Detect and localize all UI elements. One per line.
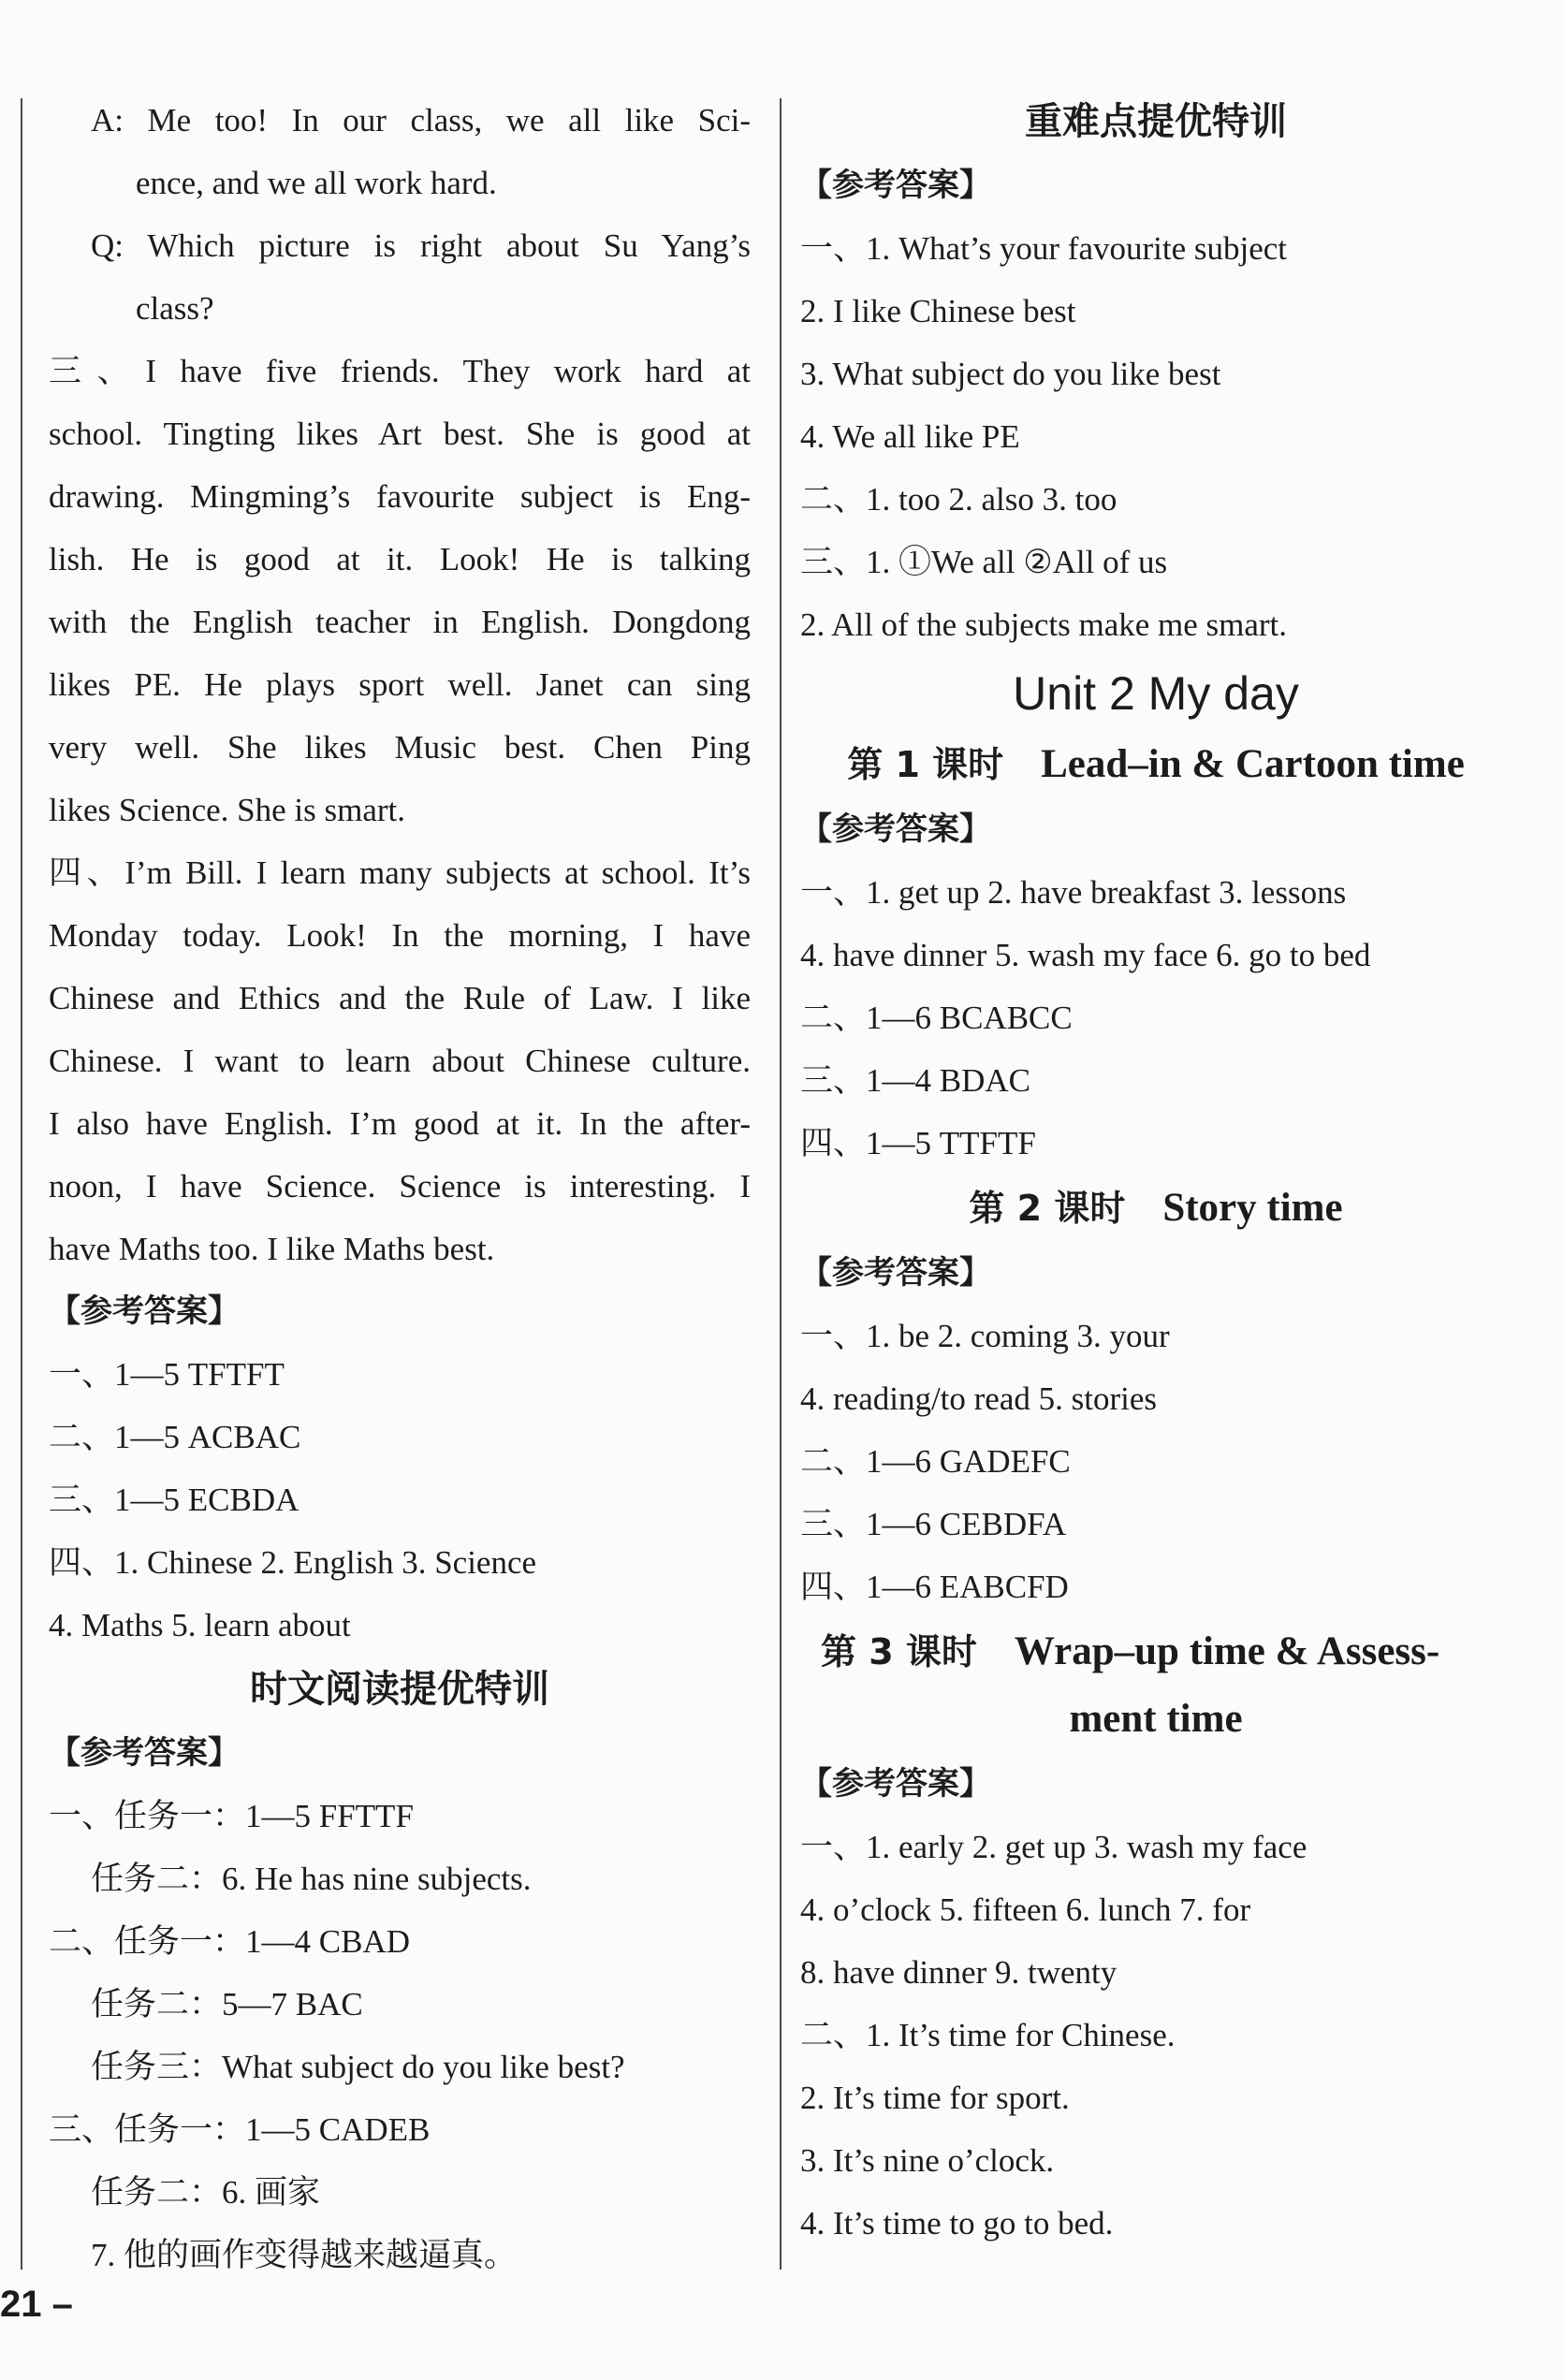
answer-label: 【参考答案】: [800, 810, 991, 848]
text-line: class?: [136, 290, 214, 327]
right-column: [800, 89, 1512, 2255]
text-line: Monday today. Look! In the morning, I have: [49, 917, 751, 954]
answer-line: 任务三：What subject do you like best?: [91, 2049, 625, 2085]
answer-line: 二、1. It’s time for Chinese.: [800, 2017, 1176, 2053]
left-column: [49, 89, 751, 2286]
answer-line: 二、1—6 GADEFC: [800, 1443, 1071, 1480]
answer-line: 一、1. be 2. coming 3. your: [800, 1318, 1170, 1354]
lesson-number: 第 3 课时: [821, 1631, 977, 1672]
answer-line: 一、1. early 2. get up 3. wash my face: [800, 1829, 1307, 1865]
text-line: Q: Which picture is right about Su Yang’s: [91, 227, 751, 264]
answer-line: 四、1—6 EABCFD: [800, 1569, 1069, 1605]
answer-line: 四、1—5 TTFTF: [800, 1125, 1036, 1161]
answer-line: 一、1—5 TFTFT: [49, 1356, 285, 1393]
text-line: likes PE. He plays sport well. Janet can sing: [49, 666, 751, 703]
lesson-number: 第 2 课时: [969, 1188, 1126, 1229]
section-heading: 重难点提优特训: [1025, 100, 1287, 143]
text-line: with the English teacher in English. Dongdong: [49, 604, 751, 640]
answer-line: 4. Maths 5. learn about: [49, 1607, 351, 1643]
text-line: have Maths too. I like Maths best.: [49, 1231, 495, 1267]
answer-label: 【参考答案】: [49, 1734, 240, 1772]
answer-line: 2. I like Chinese best: [800, 293, 1076, 329]
text-line: 四、I’m Bill. I learn many subjects at school. It’s: [49, 854, 751, 891]
answer-label: 【参考答案】: [800, 1765, 991, 1803]
answer-line: 二、1—6 BCABCC: [800, 1000, 1073, 1036]
answer-line: 三、1—5 ECBDA: [49, 1482, 299, 1518]
column-rule-middle: [780, 98, 782, 2270]
answer-line: 一、1. What’s your favourite subject: [800, 230, 1288, 267]
lesson-heading: [800, 731, 1512, 798]
answer-line: 三、任务一：1—5 CADEB: [49, 2111, 431, 2148]
answer-label: 【参考答案】: [800, 167, 991, 204]
answer-line: 4. o’clock 5. fifteen 6. lunch 7. for: [800, 1891, 1251, 1928]
answer-line: 4. have dinner 5. wash my face 6. go to bed: [800, 937, 1371, 973]
answer-line: 3. It’s nine o’clock.: [800, 2142, 1055, 2179]
answer-line: 4. We all like PE: [800, 418, 1020, 455]
answer-line: 8. have dinner 9. twenty: [800, 1954, 1117, 1991]
answer-line: 一、任务一：1—5 FFTTF: [49, 1798, 414, 1834]
answer-line: 四、1. Chinese 2. English 3. Science: [49, 1544, 537, 1581]
text-line: ence, and we all work hard.: [136, 165, 497, 201]
answer-line: 二、1. too 2. also 3. too: [800, 481, 1117, 518]
answer-line: 4. reading/to read 5. stories: [800, 1380, 1158, 1417]
answer-line: 三、1—4 BDAC: [800, 1062, 1030, 1099]
lesson-number: 第 1 课时: [847, 744, 1004, 785]
lesson-heading: [800, 1175, 1512, 1242]
answer-line: 一、1. get up 2. have breakfast 3. lessons: [800, 874, 1347, 911]
text-line: drawing. Mingming’s favourite subject is Eng-: [49, 478, 751, 515]
lesson-heading: [800, 1618, 1512, 1686]
answer-line: 二、1—5 ACBAC: [49, 1419, 301, 1455]
lesson-name-continued: ment time: [1069, 1697, 1243, 1741]
column-rule-left: [21, 98, 22, 2270]
answer-line: 任务二：6. He has nine subjects.: [91, 1861, 532, 1897]
answer-line: 7. 他的画作变得越来越逼真。: [91, 2237, 518, 2273]
answer-line: 2. It’s time for sport.: [800, 2080, 1070, 2116]
answer-label: 【参考答案】: [800, 1254, 991, 1292]
text-line: likes Science. She is smart.: [49, 792, 406, 828]
lesson-name: Wrap–up time & Assess-: [1014, 1629, 1440, 1673]
text-line: I also have English. I’m good at it. In the after-: [49, 1105, 751, 1142]
section-heading: 时文阅读提优特训: [250, 1668, 549, 1711]
answer-line: 三、1—6 CEBDFA: [800, 1506, 1067, 1542]
text-line: lish. He is good at it. Look! He is talking: [49, 541, 751, 577]
text-line: A: Me too! In our class, we all like Sci-: [91, 102, 751, 139]
answer-line: 任务二：5—7 BAC: [91, 1986, 363, 2022]
answer-line: 3. What subject do you like best: [800, 356, 1221, 392]
answer-line: 任务二：6. 画家: [91, 2174, 321, 2211]
page-number: 21 –: [0, 2284, 73, 2325]
text-line: Chinese and Ethics and the Rule of Law. I like: [49, 980, 751, 1016]
answer-line: 2. All of the subjects make me smart.: [800, 606, 1288, 643]
text-line: Chinese. I want to learn about Chinese culture.: [49, 1043, 751, 1079]
text-line: school. Tingting likes Art best. She is good at: [49, 416, 751, 452]
text-line: very well. She likes Music best. Chen Ping: [49, 729, 751, 766]
lesson-name: Story time: [1162, 1186, 1343, 1230]
answer-line: 三、1. ①We all ②All of us: [800, 544, 1168, 580]
text-line: 三、I have five friends. They work hard at: [49, 353, 751, 389]
unit-title: Unit 2 My day: [1013, 667, 1299, 720]
answer-line: 4. It’s time to go to bed.: [800, 2205, 1114, 2241]
lesson-name: Lead–in & Cartoon time: [1041, 742, 1465, 786]
text-line: noon, I have Science. Science is interesting. I: [49, 1168, 751, 1205]
answer-line: 二、任务一：1—4 CBAD: [49, 1923, 410, 1960]
answer-label: 【参考答案】: [49, 1292, 240, 1330]
